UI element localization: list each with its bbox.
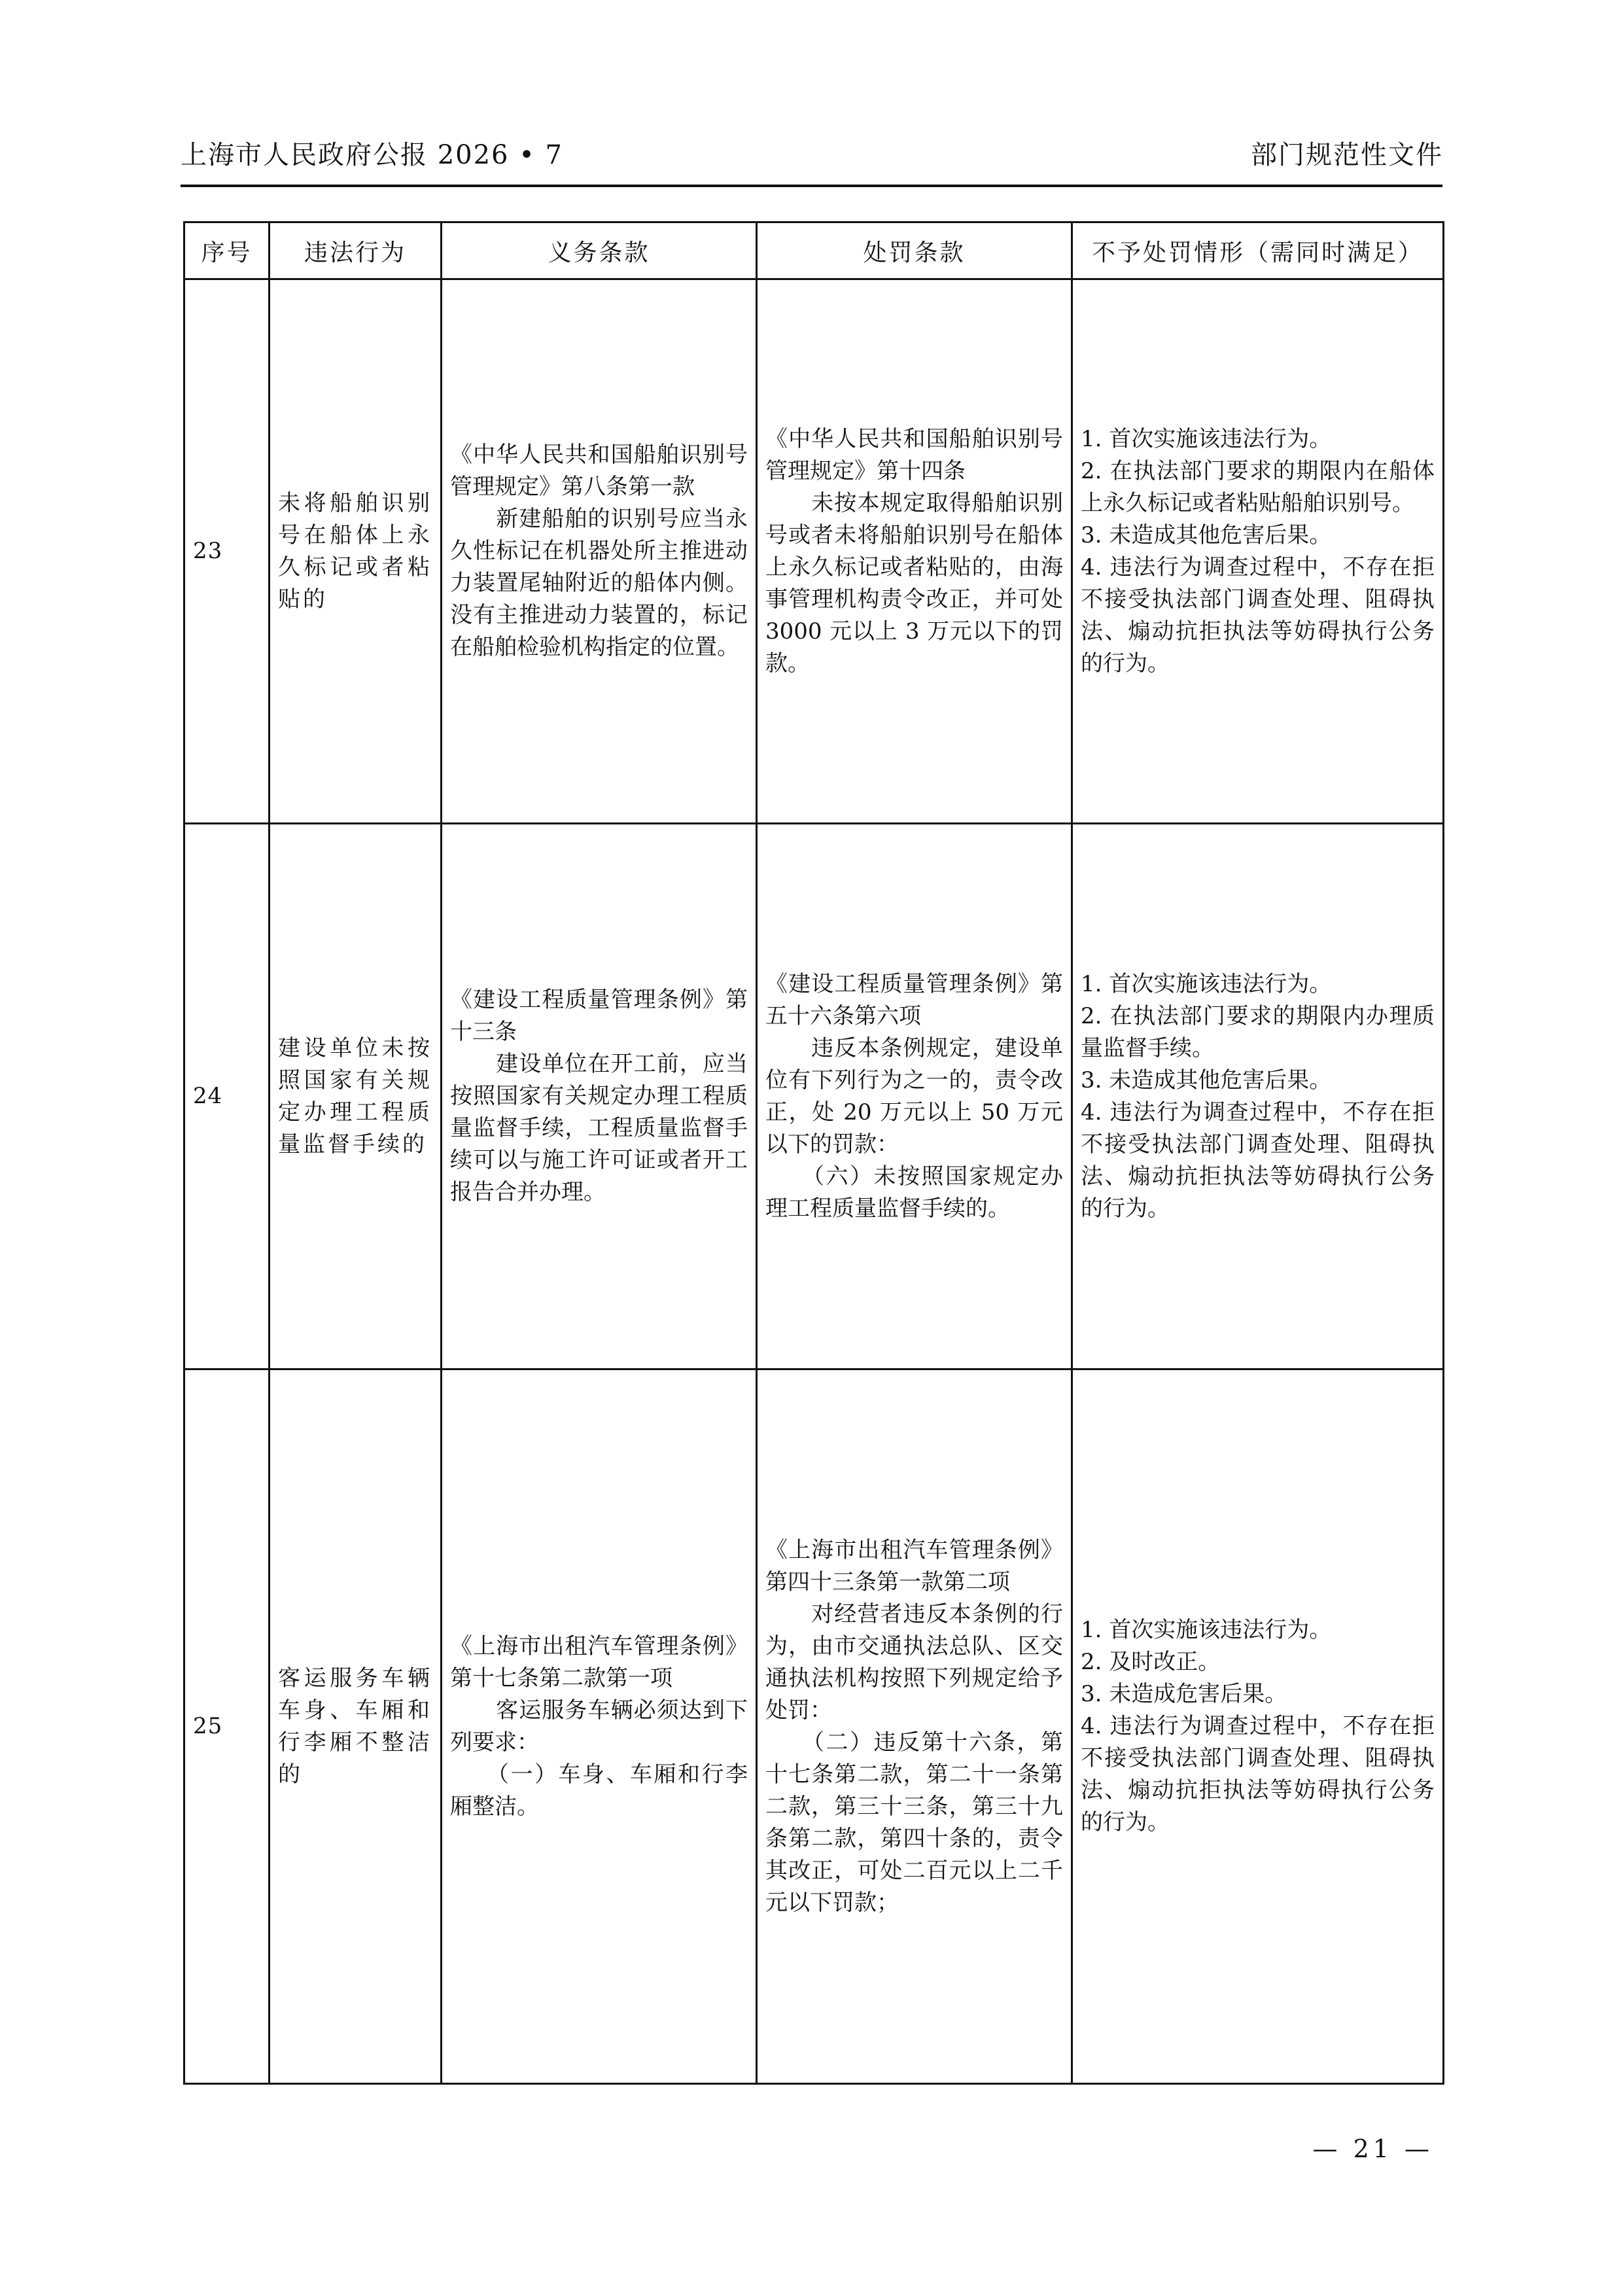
header-section: 部门规范性文件 <box>1251 140 1443 170</box>
row-number: 23 <box>184 279 270 824</box>
column-header-act: 违法行为 <box>270 222 442 279</box>
violation-cell: 未将船舶识别号在船体上永久标记或者粘贴的 <box>270 279 442 824</box>
header-rule <box>181 185 1442 187</box>
row-number: 25 <box>184 1369 270 2084</box>
penalty-exemption-table <box>183 221 1444 2085</box>
exemption-cell: 1. 首次实施该违法行为。 2. 及时改正。 3. 未造成危害后果。 4. 违法行为调查过程中，不存在拒不接受执法部门调查处理、阻碍执法、煽动抗拒执法等妨碍执行公务的行为。 <box>1072 1369 1444 2084</box>
duty-clause-cell: 《上海市出租汽车管理条例》第十七条第二款第一项 客运服务车辆必须达到下列要求： （一）车身、车厢和行李厢整洁。 <box>442 1369 757 2084</box>
column-header-exempt: 不予处罚情形（需同时满足） <box>1072 222 1444 279</box>
table-header-row <box>184 222 1444 279</box>
violation-cell: 客运服务车辆车身、车厢和行李厢不整洁的 <box>270 1369 442 2084</box>
penalty-clause-cell: 《上海市出租汽车管理条例》第四十三条第一款第二项 对经营者违反本条例的行为，由市交通执法总队、区交通执法机构按照下列规定给予处罚： （二）违反第十六条，第十七条第二款，第二十一条第二款，第三十三条，第三十九条第二款，第四十条的，责令其改正，可处二百元以上二千元以下罚款； <box>757 1369 1072 2084</box>
penalty-clause-cell: 《建设工程质量管理条例》第五十六条第六项 违反本条例规定，建设单位有下列行为之一的，责令改正，处 20 万元以上 50 万元以下的罚款： （六）未按照国家规定办理工程质量监督手续的。 <box>757 824 1072 1369</box>
exemption-cell: 1. 首次实施该违法行为。 2. 在执法部门要求的期限内办理质量监督手续。 3. 未造成其他危害后果。 4. 违法行为调查过程中，不存在拒不接受执法部门调查处理、阻碍执法、煽动抗拒执法等妨碍执行公务的行为。 <box>1072 824 1444 1369</box>
penalty-clause-cell: 《中华人民共和国船舶识别号管理规定》第十四条 未按本规定取得船舶识别号或者未将船舶识别号在船体上永久标记或者粘贴的，由海事管理机构责令改正，并可处 3000 元以上 3 万元以下的罚款。 <box>757 279 1072 824</box>
column-header-penalty: 处罚条款 <box>757 222 1072 279</box>
page-number: — 21 — <box>1312 2134 1433 2163</box>
table-row <box>184 1369 1444 2084</box>
table-row <box>184 279 1444 824</box>
column-header-duty: 义务条款 <box>442 222 757 279</box>
exemption-cell: 1. 首次实施该违法行为。 2. 在执法部门要求的期限内在船体上永久标记或者粘贴船舶识别号。 3. 未造成其他危害后果。 4. 违法行为调查过程中，不存在拒不接受执法部门调查处理、阻碍执法、煽动抗拒执法等妨碍执行公务的行为。 <box>1072 279 1444 824</box>
duty-clause-cell: 《建设工程质量管理条例》第十三条 建设单位在开工前，应当按照国家有关规定办理工程质量监督手续，工程质量监督手续可以与施工许可证或者开工报告合并办理。 <box>442 824 757 1369</box>
row-number: 24 <box>184 824 270 1369</box>
violation-cell: 建设单位未按照国家有关规定办理工程质量监督手续的 <box>270 824 442 1369</box>
column-header-no: 序号 <box>184 222 270 279</box>
duty-clause-cell: 《中华人民共和国船舶识别号管理规定》第八条第一款 新建船舶的识别号应当永久性标记在机器处所主推进动力装置尾轴附近的船体内侧。没有主推进动力装置的，标记在船舶检验机构指定的位置。 <box>442 279 757 824</box>
table-row <box>184 824 1444 1369</box>
header-publication: 上海市人民政府公报 2026 • 7 <box>181 140 563 170</box>
